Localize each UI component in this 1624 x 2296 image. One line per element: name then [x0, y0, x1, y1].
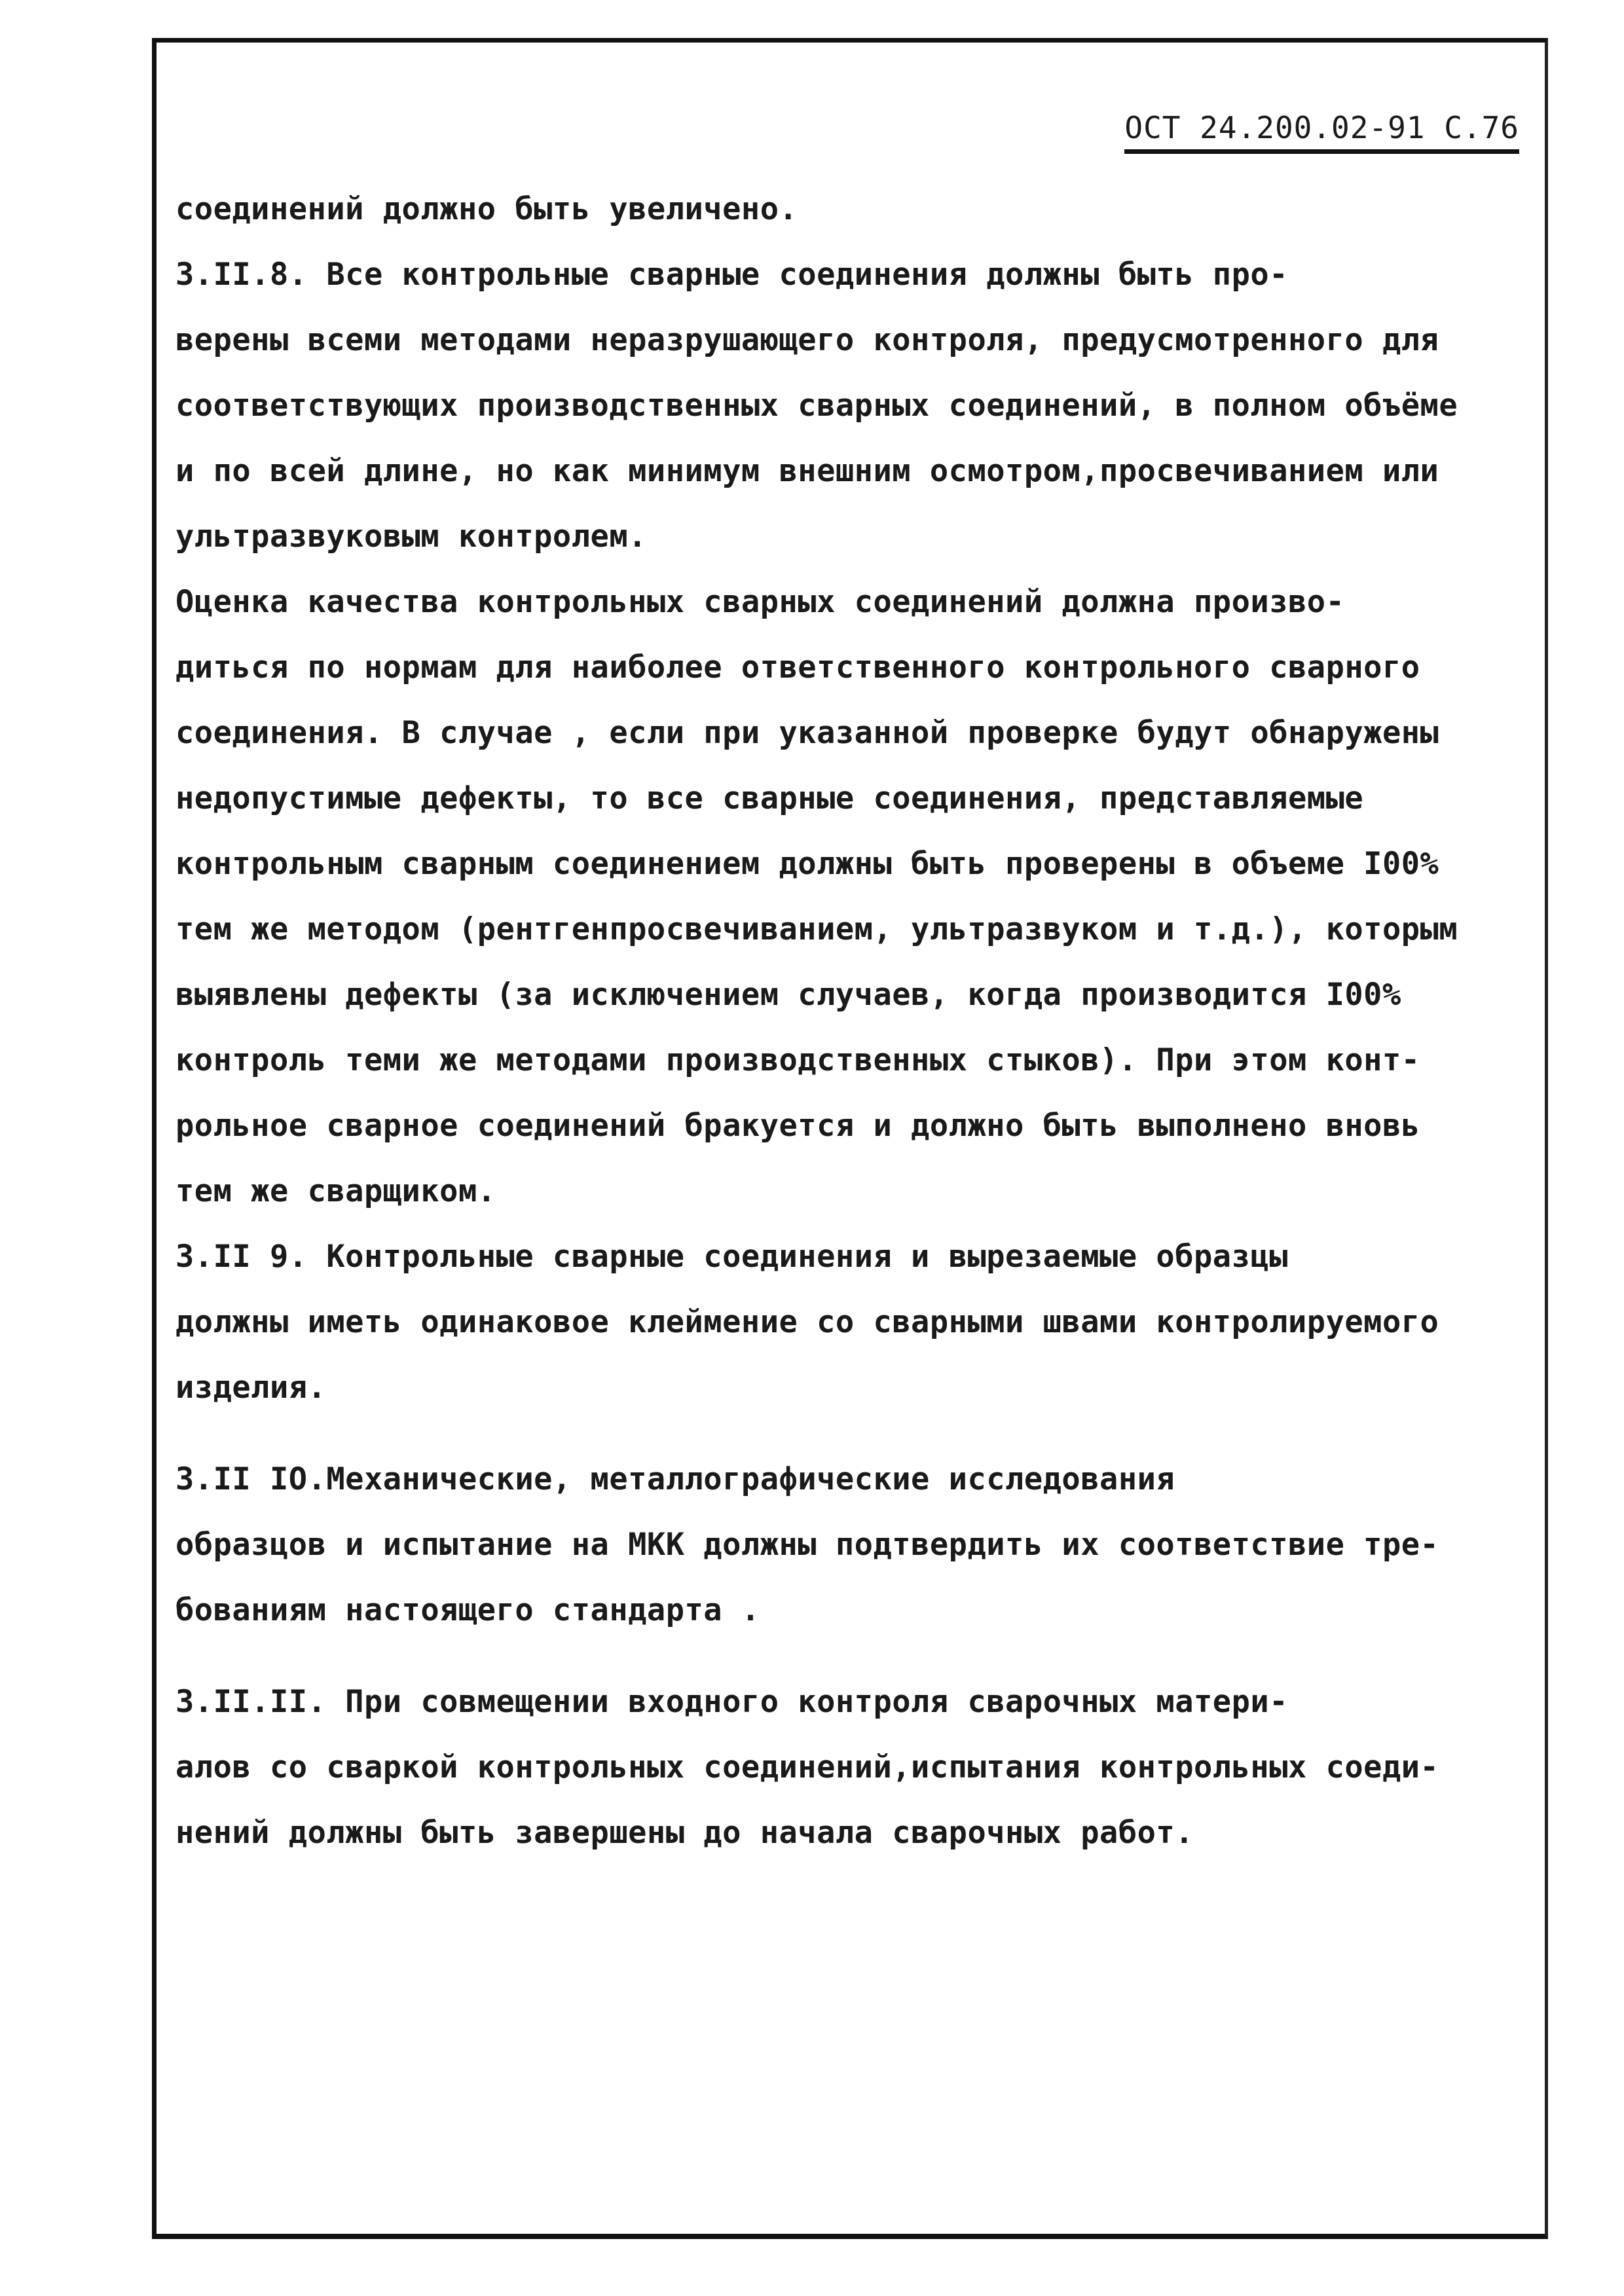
text-line: выявлены дефекты (за исключением случаев, когда производится I00% [175, 977, 1401, 1013]
text-line: соединений должно быть увеличено. [175, 191, 798, 227]
document-header: ОСТ 24.200.02-91 С.76 [1124, 110, 1519, 154]
text-line: 3.II.8. Все контрольные сварные соединения должны быть про- [175, 257, 1288, 293]
text-line: соединения. В случае , если при указанной проверке будут обнаружены [175, 715, 1439, 751]
text-line: бованиям настоящего стандарта . [175, 1592, 760, 1628]
text-line: Оценка качества контрольных сварных соединений должна произво- [175, 584, 1345, 620]
text-line: диться по нормам для наиболее ответственного контрольного сварного [175, 649, 1420, 685]
text-line: тем же сварщиком. [175, 1173, 496, 1209]
text-line: нений должны быть завершены до начала сварочных работ. [175, 1815, 1194, 1851]
text-line: верены всеми методами неразрушающего контроля, предусмотренного для [175, 322, 1439, 358]
text-line: изделия. [175, 1370, 327, 1406]
paragraph-gap [175, 1421, 1538, 1447]
text-line: соответствующих производственных сварных соединений, в полном объёме [175, 388, 1458, 424]
text-line: недопустимые дефекты, то все сварные соединения, представляемые [175, 780, 1364, 816]
text-line: должны иметь одинаковое клеймение со сварными швами контролируемого [175, 1304, 1439, 1340]
text-line: 3.II 9. Контрольные сварные соединения и вырезаемые образцы [175, 1239, 1288, 1275]
text-line: алов со сваркой контрольных соединений,испытания контрольных соеди- [175, 1749, 1439, 1785]
text-line: и по всей длине, но как минимум внешним осмотром,просвечиванием или [175, 453, 1439, 489]
text-line: контрольным сварным соединением должны быть проверены в объеме I00% [175, 846, 1439, 882]
paragraph-gap [175, 1643, 1538, 1669]
text-line: 3.II IO.Механические, металлографические исследования [175, 1461, 1175, 1497]
text-line: тем же методом (рентгенпросвечиванием, ультразвуком и т.д.), которым [175, 911, 1458, 947]
text-line: контроль теми же методами производственных стыков). При этом конт- [175, 1042, 1420, 1078]
text-line: образцов и испытание на МКК должны подтвердить их соответствие тре- [175, 1527, 1439, 1563]
document-body [175, 177, 1538, 1866]
text-line: рольное сварное соединений бракуется и должно быть выполнено вновь [175, 1108, 1420, 1144]
text-line: 3.II.II. При совмещении входного контроля сварочных матери- [175, 1684, 1288, 1720]
text-line: ультразвуковым контролем. [175, 519, 647, 555]
